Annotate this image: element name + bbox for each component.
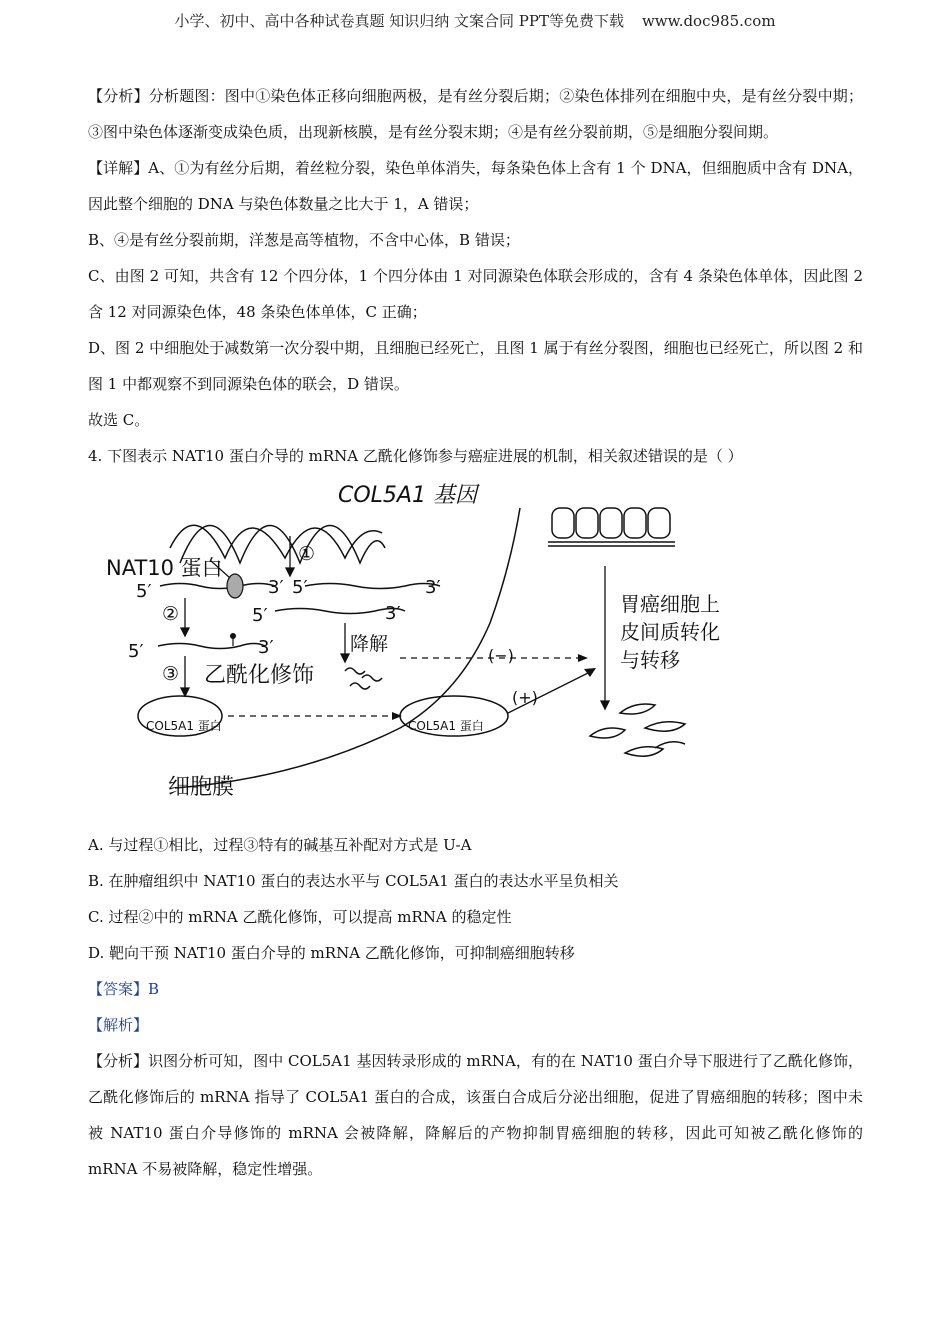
- nat10-label: NAT10 蛋白: [106, 556, 223, 580]
- page-header: [0, 10, 950, 31]
- document-body: [88, 78, 863, 1187]
- question-stem: 4. 下图表示 NAT10 蛋白介导的 mRNA 乙酰化修饰参与癌症进展的机制，相关叙述错误的是（ ）: [88, 447, 743, 465]
- degraded-fragments: [345, 668, 382, 689]
- emt-label-2: 皮间质转化: [620, 620, 720, 644]
- prev-detail-a: 【详解】A、①为有丝分后期，着丝粒分裂，染色单体消失，每条染色体上含有 1 个 DNA，但细胞质中含有 DNA，因此整个细胞的 DNA 与染色体数量之比大于 1，A 错误；: [88, 159, 863, 213]
- membrane-label: 细胞膜: [168, 775, 235, 800]
- option-d: D. 靶向干预 NAT10 蛋白介导的 mRNA 乙酰化修饰，可抑制癌细胞转移: [88, 944, 575, 962]
- gene-label: COL5A1 基因: [338, 483, 477, 508]
- prev-detail-d: D、图 2 中细胞处于减数第一次分裂中期，且细胞已经死亡，且图 1 属于有丝分裂图，细胞也已经死亡，所以图 2 和图 1 中都观察不到同源染色体的联会，D 错误。: [88, 339, 863, 393]
- plus-label: (+): [512, 688, 538, 707]
- prev-choice: 故选 C。: [88, 411, 150, 429]
- step-2-label: ②: [162, 603, 180, 625]
- prev-analysis: 【分析】分析题图：图中①染色体正移向细胞两极，是有丝分裂后期；②染色体排列在细胞中央，是有丝分裂中期；③图中染色体逐渐变成染色质，出现新核膜，是有丝分裂末期；④是有丝分裂前期，⑤是细胞分裂间期。: [88, 87, 863, 141]
- acetyl-mark: [230, 633, 236, 639]
- question-analysis: 【分析】识图分析可知，图中 COL5A1 基因转录形成的 mRNA，有的在 NAT10 蛋白介导下服进行了乙酰化修饰，乙酰化修饰后的 mRNA 指导了 COL5A1 蛋白的合成，该蛋白合成后分泌出细胞，促进了胃癌细胞的转移；图中未被 NAT10 蛋白介导修饰的 mRNA 会被降解，降解后的产物抑制胃癌细胞的转移，因此可知被乙酰化修饰的 mRNA 不易被降解，稳定性增强。: [88, 1052, 863, 1178]
- header-url[interactable]: www.doc985.com: [641, 12, 776, 30]
- header-text: 小学、初中、高中各种试卷真题 知识归纳 文案合同 PPT等免费下载: [174, 12, 624, 30]
- prev-detail-c: C、由图 2 可知，共含有 12 个四分体，1 个四分体由 1 对同源染色体联会形成的，含有 4 条染色体单体，因此图 2 含 12 对同源染色体，48 条染色体单体，C 正确；: [88, 267, 863, 321]
- mrna-strand-2: [305, 584, 440, 589]
- jiexi-heading: 【解析】: [88, 1016, 149, 1034]
- mrna-3-3prime: 3′: [385, 603, 401, 624]
- mrna-1-5prime: 5′: [136, 581, 152, 602]
- emt-label-3: 与转移: [620, 648, 680, 672]
- answer-line: 【答案】B: [88, 980, 160, 998]
- basement-membrane: [548, 542, 675, 546]
- epithelial-cell: [552, 508, 574, 538]
- mechanism-figure: [100, 478, 760, 823]
- minus-label: (−): [488, 646, 514, 665]
- mrna-4-5prime: 5′: [128, 641, 144, 662]
- mrna-2-3prime: 3′: [425, 577, 441, 598]
- acetyl-label: 乙酰化修饰: [204, 663, 315, 688]
- step-3-label: ③: [162, 663, 180, 685]
- option-c: C. 过程②中的 mRNA 乙酰化修饰，可以提高 mRNA 的稳定性: [88, 908, 512, 926]
- mrna-strand-4: [158, 644, 265, 649]
- prev-detail-b: B、④是有丝分裂前期，洋葱是高等植物，不含中心体，B 错误；: [88, 231, 520, 249]
- step-1-label: ①: [298, 543, 316, 565]
- emt-label-1: 胃癌细胞上: [620, 592, 720, 616]
- option-b: B. 在肿瘤组织中 NAT10 蛋白的表达水平与 COL5A1 蛋白的表达水平呈负相关: [88, 872, 619, 890]
- degrade-label: 降解: [350, 633, 389, 655]
- mesenchymal-cells: [590, 704, 685, 756]
- mrna-1-3prime: 3′: [268, 577, 284, 598]
- option-a: A. 与过程①相比，过程③特有的碱基互补配对方式是 U-A: [88, 836, 472, 854]
- mrna-2-5prime: 5′: [292, 577, 308, 598]
- protein-outer-label: COL5A1 蛋白: [408, 719, 484, 733]
- protein-inner-label: COL5A1 蛋白: [146, 719, 222, 733]
- mrna-4-3prime: 3′: [258, 637, 274, 658]
- mrna-3-5prime: 5′: [252, 605, 268, 626]
